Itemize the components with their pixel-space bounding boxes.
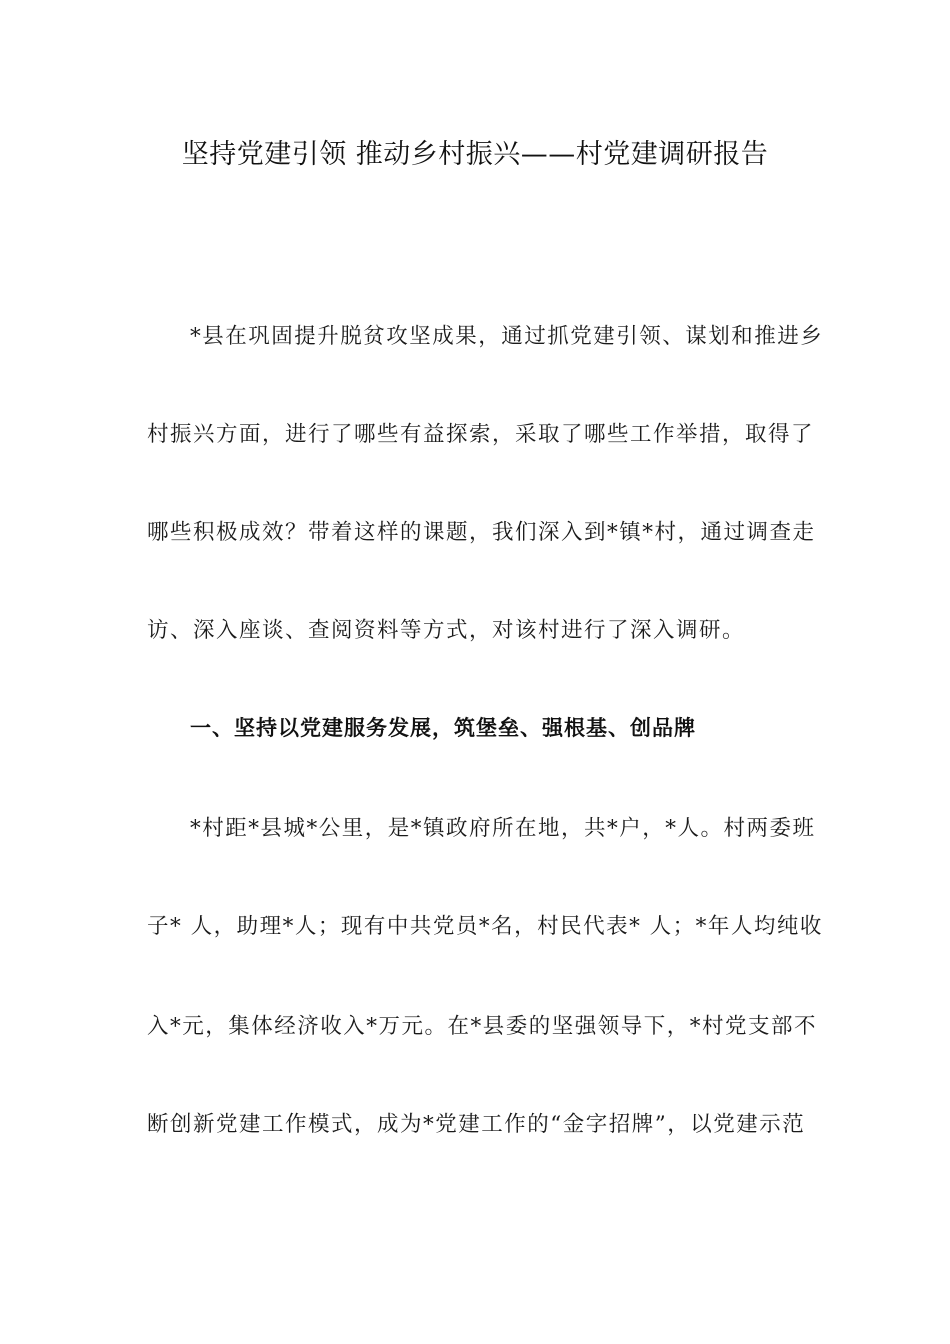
section1-line-1: *村距*县城*公里，是*镇政府所在地，共*户，*人。村两委班 xyxy=(190,816,816,841)
document-title: 坚持党建引领 推动乡村振兴——村党建调研报告 xyxy=(181,139,769,170)
section1-line-3: 入*元，集体经济收入*万元。在*县委的坚强领导下，*村党支部不 xyxy=(147,1014,818,1039)
section1-line-2: 子* 人，助理*人；现有中共党员*名，村民代表* 人；*年人均纯收 xyxy=(147,914,823,939)
intro-line-2: 村振兴方面，进行了哪些有益探索，采取了哪些工作举措，取得了 xyxy=(147,422,815,447)
section1-line-4: 断创新党建工作模式，成为*党建工作的“金字招牌”，以党建示范 xyxy=(147,1112,806,1137)
intro-line-4: 访、深入座谈、查阅资料等方式，对该村进行了深入调研。 xyxy=(147,618,746,643)
intro-line-1: *县在巩固提升脱贫攻坚成果，通过抓党建引领、谋划和推进乡 xyxy=(190,324,824,349)
section-heading: 一、坚持以党建服务发展，筑堡垒、强根基、创品牌 xyxy=(190,716,696,740)
intro-line-3: 哪些积极成效？带着这样的课题，我们深入到*镇*村，通过调查走 xyxy=(147,520,816,545)
